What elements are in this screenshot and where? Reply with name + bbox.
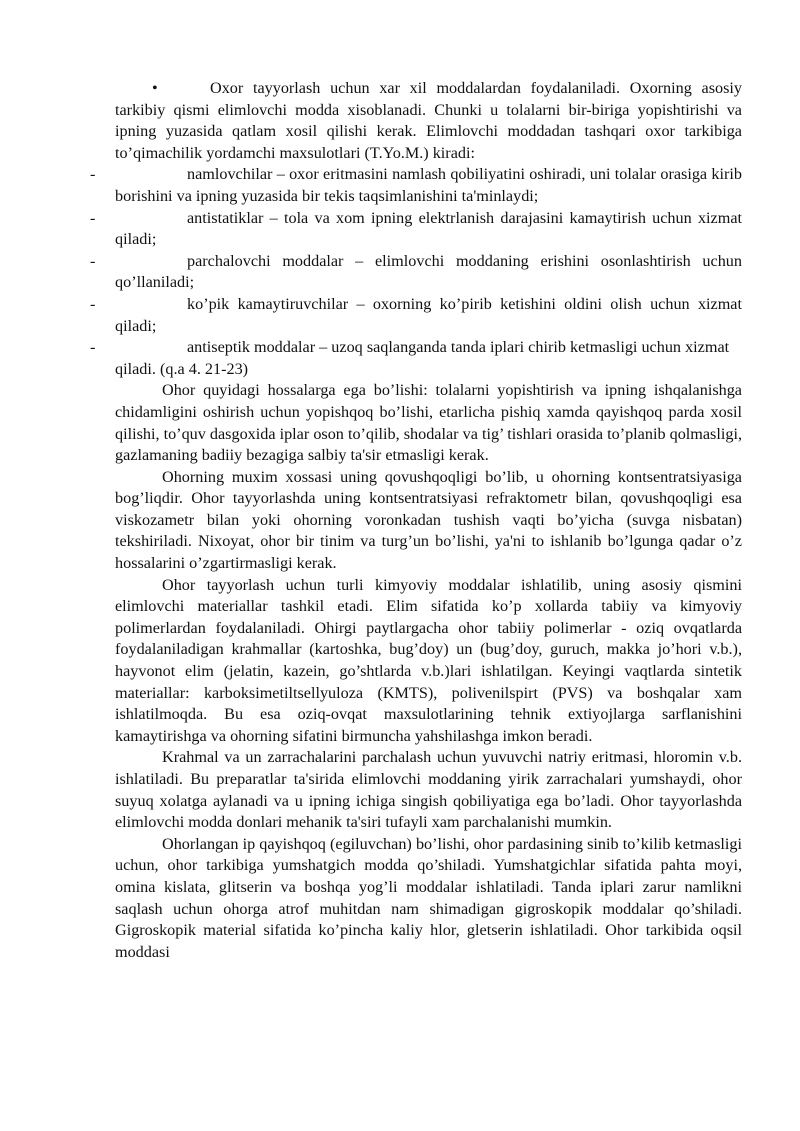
list-item-text: ko’pik kamaytiruvchilar – oxorning ko’pirib ketishini oldini olish uchun xizmat qiladi; — [115, 294, 742, 335]
dash-marker: - — [90, 251, 96, 270]
list-item — [90, 208, 742, 251]
body-paragraph: Krahmal va un zarrachalarini parchalash uchun yuvuvchi natriy eritmasi, hloromin v.b. ishlatiladi. Bu preparatlar ta'sirida elimlovchi moddaning yirik zarrachalari yumshaydi, ohor suyuq xolatga aylanadi va u ipning ichiga singish qobiliyatiga ega bo’ladi. Ohor tayyorlashda elimlovchi modda donlari mehanik ta'siri tufayli xam parchalanishi mumkin. — [115, 748, 742, 832]
list-item — [90, 251, 742, 294]
list-item — [90, 164, 742, 207]
list-item-text: namlovchilar – oxor eritmasini namlash qobiliyatini oshiradi, uni tolalar orasiga kirib borishini va ipning yuzasida bir tekis taqsimlanishini ta'minlaydi; — [115, 165, 742, 205]
text-column — [90, 78, 742, 963]
list-item — [90, 337, 742, 380]
bullet-marker: • — [152, 79, 158, 97]
body-paragraph: Ohorlangan ip qayishqoq (egiluvchan) bo’lishi, ohor pardasining sinib to’kilib ketmasligi uchun, ohor tarkibiga yumshatgich modda qo’shiladi. Yumshatgichlar sifatida pahta moyi, omina kislata, glitserin va boshqa yog’li moddalar ishlatiladi. Tanda iplari zarur namlikni saqlash uchun ohorga atrof muhitdan nam shimadigan gigroskopik moddalar qo’shiladi. Gigroskopik material sifatida ko’pincha kaliy hlor, gletserin ishlatiladi. Ohor tarkibida oqsil moddasi — [115, 834, 742, 961]
list-item-text: antistatiklar – tola va xom ipning elektrlanish darajasini kamaytirish uchun xizmat qiladi; — [115, 208, 742, 249]
dash-marker: - — [90, 338, 96, 357]
body-paragraph: Ohorning muxim xossasi uning qovushqoqligi bo’lib, u ohorning kontsentratsiyasiga bog’liqdir. Ohor tayyorlashda uning kontsentratsiyasi refraktometr bilan, qovushqoqligi esa viskozametr bilan yoki ohorning voronkadan tushish vaqti bo’yicha (suvga nisbatan) tekshiriladi. Nixoyat, ohor bir tinim va turg’un bo’lishi, ya'ni to ishlanib bo’lgunga qadar o’z hossalarini o’zgartirmasligi kerak. — [115, 467, 742, 573]
intro-text: Oxor tayyorlash uchun xar xil moddalardan foydalaniladi. Oxorning asosiy tarkibiy qismi elimlovchi modda xisoblanadi. Chunki u tolalarni bir-biriga yopishtirishi va ipning yuzasida qatlam xosil qilishi kerak. Elimlovchi moddadan tashqari oxor tarkibiga to’qimachilik yordamchi maxsulotlari (T.Yo.M.) kiradi: — [115, 79, 742, 162]
dash-marker: - — [90, 208, 96, 227]
list-item-text: parchalovchi moddalar – elimlovchi moddaning erishini osonlashtirish uchun qo’llaniladi; — [115, 251, 742, 292]
intro-paragraph — [115, 78, 742, 164]
list-item — [90, 294, 742, 337]
body-paragraph: Ohor quyidagi hossalarga ega bo’lishi: tolalarni yopishtirish va ipning ishqalanishga chidamligini oshirish uchun yopishqoq bo’lishi, etarlicha pishiq xamda qayishqoq parda xosil qilishi, to’quv dasgoxida iplar oson to’qilib, shodalar va tig’ tishlari orasida to’planib qolmasligi, gazlamaning badiiy bezagiga salbiy ta'sir etmasligi kerak. — [115, 381, 742, 465]
dash-marker: - — [90, 165, 96, 184]
body-paragraph: Ohor tayyorlash uchun turli kimyoviy moddalar ishlatilib, uning asosiy qismini elimlovchi materiallar tashkil etadi. Elim sifatida ko’p xollarda tabiiy va kimyoviy polimerlardan foydalaniladi. Ohirgi paytlargacha ohor tabiiy polimerlar - oziq ovqatlarda foydalaniladigan krahmallar (kartoshka, bug’doy) un (bug’doy, guruch, makka jo’hori v.b.), hayvonot elim (jelatin, kazein, go’shtlarda v.b.)lari ishlatilgan. Keyingi vaqtlarda sintetik materiallar: karboksimetiltsellyuloza (KMTS), polivenilspirt (PVS) va boshqalar xam ishlatilmoqda. Bu esa oziq-ovqat maxsulotlarining tehnik extiyojlarga sarflanishini kamaytirishga va ohorning sifatini birmuncha yahshilashga imkon beradi. — [115, 575, 742, 745]
dash-marker: - — [90, 294, 96, 313]
list-item-text: antiseptik moddalar – uzoq saqlanganda tanda iplari chirib ketmasligi uchun xizmat qiladi. (q.a 4. 21-23) — [115, 338, 730, 378]
